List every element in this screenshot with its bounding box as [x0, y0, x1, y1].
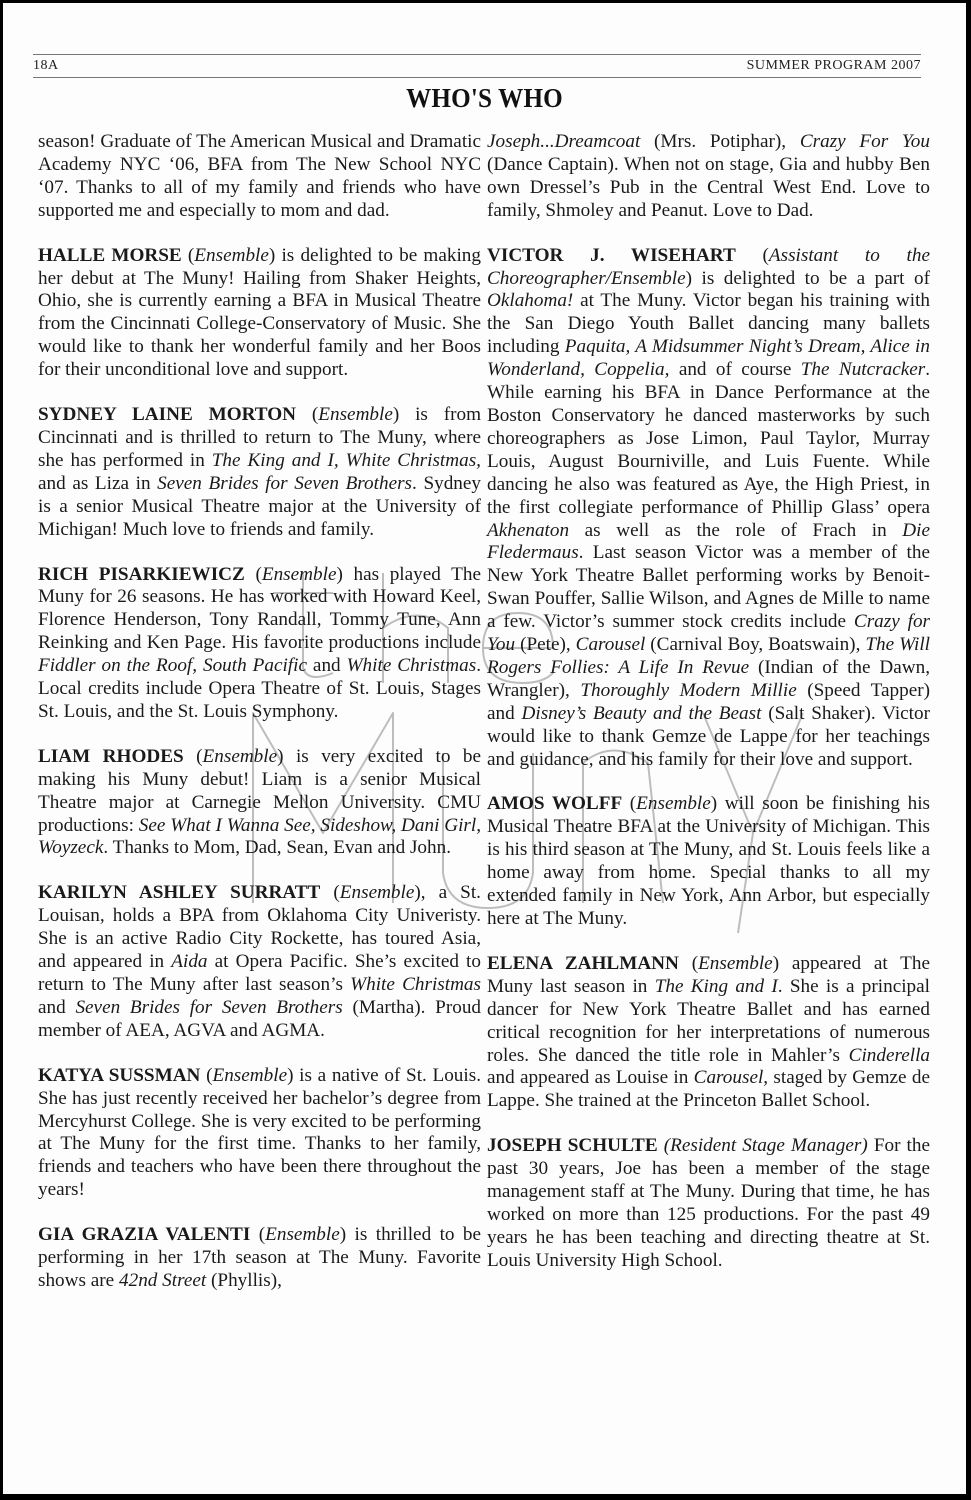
bio-entry: KARILYN ASHLEY SURRATT (Ensemble), a St. Louisan, holds a BPA from Oklahoma City Univeristy. She is an active Radio City Rockette, has toured Asia, and appeared in Aida at Opera Pacific. She’s excited to return to The Muny after last season’s White Christmas and Seven Brides for Seven Brothers (Martha). Proud member of AEA, AGVA and AGMA.	[38, 882, 482, 1041]
show-title: See What I Wanna See, Sideshow, Dani Girl, Woyzeck	[38, 814, 481, 859]
bio-entry	[487, 1135, 930, 1272]
show-title: Carousel,	[693, 1067, 769, 1089]
show-title: Cinderella	[848, 1044, 930, 1066]
performer-role-text: Resident Stage Manager	[670, 1135, 862, 1157]
show-title: Crazy For You	[799, 131, 930, 152]
show-title: Aida	[171, 951, 208, 973]
bio-text: . Thanks to Mom, Dad, Sean, Evan and John.	[103, 837, 452, 859]
performer-name: VICTOR J. WISEHART	[487, 244, 736, 266]
bio-text: is from Cincinnati and is thrilled to return to The Muny, where she has performed in	[38, 404, 481, 471]
bio-text: . She is a principal dancer for New York Theatre Ballet and has earned critical recognition for her interpretations of numerous roles. She danced the title role in Mahler’s	[487, 975, 930, 1066]
show-title: White Christmas	[346, 655, 477, 677]
performer-role: Ensemble	[194, 244, 269, 266]
performer-role: Ensemble	[636, 793, 711, 815]
bio-entry: VICTOR J. WISEHART (Assistant to the Choreographer/Ensemble) is delighted to be a part of Oklahoma! at The Muny. Victor began his training with the San Diego Youth Ballet dancing many ballets including Paquita, A Midsummer Night’s Dream, Alice in Wonderland, Coppelia, and of course The Nutcracker. While earning his BFA in Dance Performance at the Boston Conservatory he danced masterworks by such choreographers as Jose Limon, Paul Taylor, Murray Louis, August Bourniville, and Luis Fuente. While dancing he also was featured as Aye, the High Priest, in the first collegiate performance of Phillip Glass’ opera Akhenaton as well as the role of Frach in Die Fledermaus. Last season Victor was a member of the New York Theatre Ballet performing works by Benoit-Swan Pouffer, Sallie Wilson, and Agnes de Mille to name a few. Victor’s summer stock credits include Crazy for You (Pete), Carousel (Carnival Boy, Boatswain), The Will Rogers Follies: A Life In Revue (Indian of the Dawn, Wrangler), Thoroughly Modern Millie (Speed Tapper) and Disney’s Beauty and the Beast (Salt Shaker). Victor would like to thank Gemze de Lappe for her teachings and guidance, and his family for their love and support.	[487, 244, 931, 770]
performer-name: HALLE MORSE	[38, 244, 182, 266]
bio-text: a St. Louisan, holds a BPA from Oklahoma City Univeristy. She is an active Radio City Rockette, has toured Asia, and appeared in	[38, 882, 481, 973]
bio-text: and	[38, 996, 76, 1018]
show-title: Thoroughly Modern Millie	[580, 679, 797, 701]
performer-role: Ensemble	[339, 882, 415, 904]
performer-name: GIA GRAZIA VALENTI	[38, 1224, 251, 1246]
bio-continuation	[38, 131, 481, 223]
bio-entry: RICH PISARKIEWICZ (Ensemble) has played The Muny for 26 seasons. He has worked with Howard Keel, Florence Henderson, Tony Randall, Tommy Tune, Ann Reinking and Ken Page. His favorite productions include Fiddler on the Roof, South Pacific and White Christmas. Local credits include Opera Theatre of St. Louis, Stages St. Louis, and the St. Louis Symphony.	[38, 563, 481, 722]
bio-text: (Speed Tapper) and	[487, 679, 930, 724]
bio-text: at The Muny. Victor began his training with the San Diego Youth Ballet dancing many ballets including	[487, 290, 930, 358]
bio-text: . While earning his BFA in Dance Performance at the Boston Conservatory he danced masterworks by such choreographers as Jose Limon, Paul Taylor, Murray Louis, August Bourniville, and Luis Fuente. While dancing he also was featured as Aye, the High Priest, in the first collegiate performance of Phillip Glass’ opera	[487, 359, 931, 518]
bio-text: will soon be finishing his Musical Theatre BFA at the University of Michigan. This is his third season at The Muny, and St. Louis feels like a home away from home. Special thanks to all my extended family in New York, Ann Arbor, but especially here at The Muny.	[487, 793, 930, 929]
performer-role: Assistant to the Choreographer/Ensemble	[487, 244, 930, 289]
show-title: Paquita, A Midsummer Night’s Dream, Alice in Wonderland, Coppelia,	[487, 336, 930, 381]
bio-text: (Dance Captain). When not on stage, Gia and hubby Ben own Dressel’s Pub in the Central West End. Love to family, Shmoley and Peanut. Love to Dad.	[487, 153, 930, 221]
performer-role: Ensemble	[698, 952, 773, 974]
bio-continuation	[487, 131, 930, 223]
bio-text: . Last season Victor was a member of the New York Theatre Ballet performing works by Benoit-Swan Pouffer, Sallie Wilson, and Agnes de Mille to name a few. Victor’s summer stock credits include	[487, 542, 930, 633]
show-title: Fiddler on the Roof, South Pacific	[38, 655, 307, 677]
show-title: Akhenaton	[487, 519, 570, 541]
bio-text: is delighted to be making her debut at The Muny! Hailing from Shaker Heights, Ohio, she is currently earning a BFA in Musical Theatre from the Cincinnati College-Conservatory of Music. She would like to thank her wonderful family and her Boos for their unconditional love and support.	[38, 244, 481, 381]
bio-text: appeared at The Muny last season in	[487, 952, 930, 997]
show-title: Disney’s Beauty and the Beast	[521, 702, 762, 724]
left-column	[38, 131, 481, 1315]
bio-text: staged by Gemze de Lappe. She trained at the Princeton Ballet School.	[487, 1067, 930, 1112]
bio-entry: KATYA SUSSMAN (Ensemble) is a native of St. Louis. She has just recently received her bachelor’s degree from Mercyhurst College. She is very excited to be performing at The Muny for the first time. Thanks to her family, friends and teachers who have been there throughout the years!	[38, 1064, 481, 1201]
bio-text: is delighted to be a part of	[692, 267, 930, 289]
show-title: Crazy for You	[487, 611, 931, 656]
show-title: Joseph...Dreamcoat	[487, 131, 641, 152]
bio-text: (Phyllis),	[206, 1269, 282, 1291]
right-column	[487, 131, 930, 1315]
bio-entry: GIA GRAZIA VALENTI (Ensemble) is thrilled to be performing in her 17th season at The Muny. Favorite shows are 42nd Street (Phyllis),	[38, 1224, 482, 1291]
bio-text: and	[306, 655, 347, 677]
show-title: The Will Rogers Follies: A Life In Revue	[487, 634, 930, 678]
performer-name: JOSEPH SCHULTE	[487, 1135, 658, 1157]
performer-name: ELENA ZAHLMANN	[487, 952, 679, 974]
page-number: 18A	[33, 58, 59, 73]
show-title: 42nd Street	[119, 1269, 207, 1291]
bio-text: For the past 30 years, Joe has been a member of the stage management staff at The Muny. During that time, he has worked on more than 125 productions. For the past 49 years he has been teaching and directing theatre at St. Louis University High School.	[487, 1135, 930, 1271]
bio-entry: AMOS WOLFF (Ensemble) will soon be finishing his Musical Theatre BFA at the University of Michigan. This is his third season at The Muny, and St. Louis feels like a home away from home. Special thanks to all my extended family in New York, Ann Arbor, but especially here at The Muny.	[487, 793, 930, 929]
bio-text: (Salt Shaker). Victor would like to thank Gemze de Lappe for her teachings and guidance, and his family for their love and support.	[487, 702, 930, 770]
bio-text: is a native of St. Louis. She has just recently received her bachelor’s degree from Mercyhurst College. She is very excited to be performing at The Muny for the first time. Thanks to her family, friends and teachers who have been there throughout the years!	[38, 1064, 481, 1201]
show-title: Die Fledermaus	[487, 519, 930, 564]
page-title: WHO'S WHO	[406, 83, 563, 113]
show-title: Oklahoma!	[487, 290, 574, 312]
bio-text: and of course	[669, 359, 801, 381]
show-title: Seven Brides for Seven Brothers	[157, 472, 413, 494]
program-page	[3, 3, 966, 1494]
bio-entry: LIAM RHODES (Ensemble) is very excited to be making his Muny debut! Liam is a senior Musical Theatre major at Carnegie Mellon University. CMU productions: See What I Wanna See, Sideshow, Dani Girl, Woyzeck. Thanks to Mom, Dad, Sean, Evan and John.	[38, 745, 482, 859]
bio-text: (Indian of the Dawn, Wrangler),	[487, 656, 931, 701]
performer-role: Ensemble	[261, 563, 337, 585]
bio-text: season! Graduate of The American Musical and Dramatic Academy NYC ‘06, BFA from The New School NYC ‘07. Thanks to all of my family and friends who have supported me and especially to mom and dad.	[38, 131, 481, 221]
bio-text: . Local credits include Opera Theatre of St. Louis, Stages St. Louis, and the St. Louis Symphony.	[38, 655, 481, 722]
bio-columns	[38, 131, 930, 1315]
performer-role: Ensemble	[202, 745, 278, 767]
running-header	[33, 54, 921, 78]
performer-name: AMOS WOLFF	[487, 793, 623, 815]
bio-text: (Carnival Boy, Boatswain),	[645, 634, 866, 656]
performer-name: LIAM RHODES	[38, 745, 184, 767]
show-title: White Christmas	[350, 974, 481, 995]
performer-name: KATYA SUSSMAN	[38, 1064, 201, 1086]
bio-text: (Pete),	[515, 634, 576, 656]
bio-text: is thrilled to be performing in her 17th season at The Muny. Favorite shows are	[38, 1224, 482, 1291]
bio-text: has played The Muny for 26 seasons. He has worked with Howard Keel, Florence Henderson, Tony Randall, Tommy Tune, Ann Reinking and Ken Page. His favorite productions include	[38, 563, 481, 654]
performer-role: Ensemble	[265, 1224, 340, 1246]
show-title: The Nutcracker	[800, 359, 926, 381]
bio-text: . Sydney is a senior Musical Theatre major at the University of Michigan! Much love to friends and family.	[38, 472, 482, 540]
performer-name: SYDNEY LAINE MORTON	[38, 404, 297, 426]
show-title: Carousel	[575, 634, 646, 656]
bio-text: at Opera Pacific. She’s excited to return to The Muny after last season’s	[38, 951, 481, 995]
bio-text: (Mrs. Potiphar),	[640, 131, 800, 152]
performer-role: Ensemble	[318, 404, 393, 426]
bio-entry: ELENA ZAHLMANN (Ensemble) appeared at The Muny last season in The King and I. She is a principal dancer for New York Theatre Ballet and has earned critical recognition for her interpretations of numerous roles. She danced the title role in Mahler’s Cinderella and appeared as Louise in Carousel, staged by Gemze de Lappe. She trained at the Princeton Ballet School.	[487, 952, 930, 1112]
bio-text: as well as the role of Frach in	[569, 519, 903, 541]
bio-text: and appeared as Louise in	[487, 1067, 694, 1089]
performer-name: RICH PISARKIEWICZ	[38, 563, 245, 585]
bio-text: and as Liza in	[38, 472, 158, 494]
show-title: The King and I, White Christmas,	[211, 449, 481, 471]
performer-name: KARILYN ASHLEY SURRATT	[38, 882, 321, 904]
program-title: SUMMER PROGRAM 2007	[746, 58, 921, 73]
bio-entry: SYDNEY LAINE MORTON (Ensemble) is from Cincinnati and is thrilled to return to The Muny, where she has performed in The King and I, White Christmas, and as Liza in Seven Brides for Seven Brothers. Sydney is a senior Musical Theatre major at the University of Michigan! Much love to friends and family.	[38, 404, 482, 540]
performer-role: (Resident Stage Manager)	[663, 1135, 868, 1157]
show-title: The King and I	[654, 975, 778, 997]
show-title: Seven Brides for Seven Brothers	[75, 996, 343, 1018]
performer-role: Ensemble	[212, 1064, 288, 1086]
bio-text: is very excited to be making his Muny debut! Liam is a senior Musical Theatre major at Carnegie Mellon University. CMU productions:	[38, 745, 482, 836]
bio-text: (Martha). Proud member of AEA, AGVA and AGMA.	[38, 996, 482, 1041]
bio-entry: HALLE MORSE (Ensemble) is delighted to be making her debut at The Muny! Hailing from Shaker Heights, Ohio, she is currently earning a BFA in Musical Theatre from the Cincinnati College-Conservatory of Music. She would like to thank her wonderful family and her Boos for their unconditional love and support.	[38, 244, 481, 381]
